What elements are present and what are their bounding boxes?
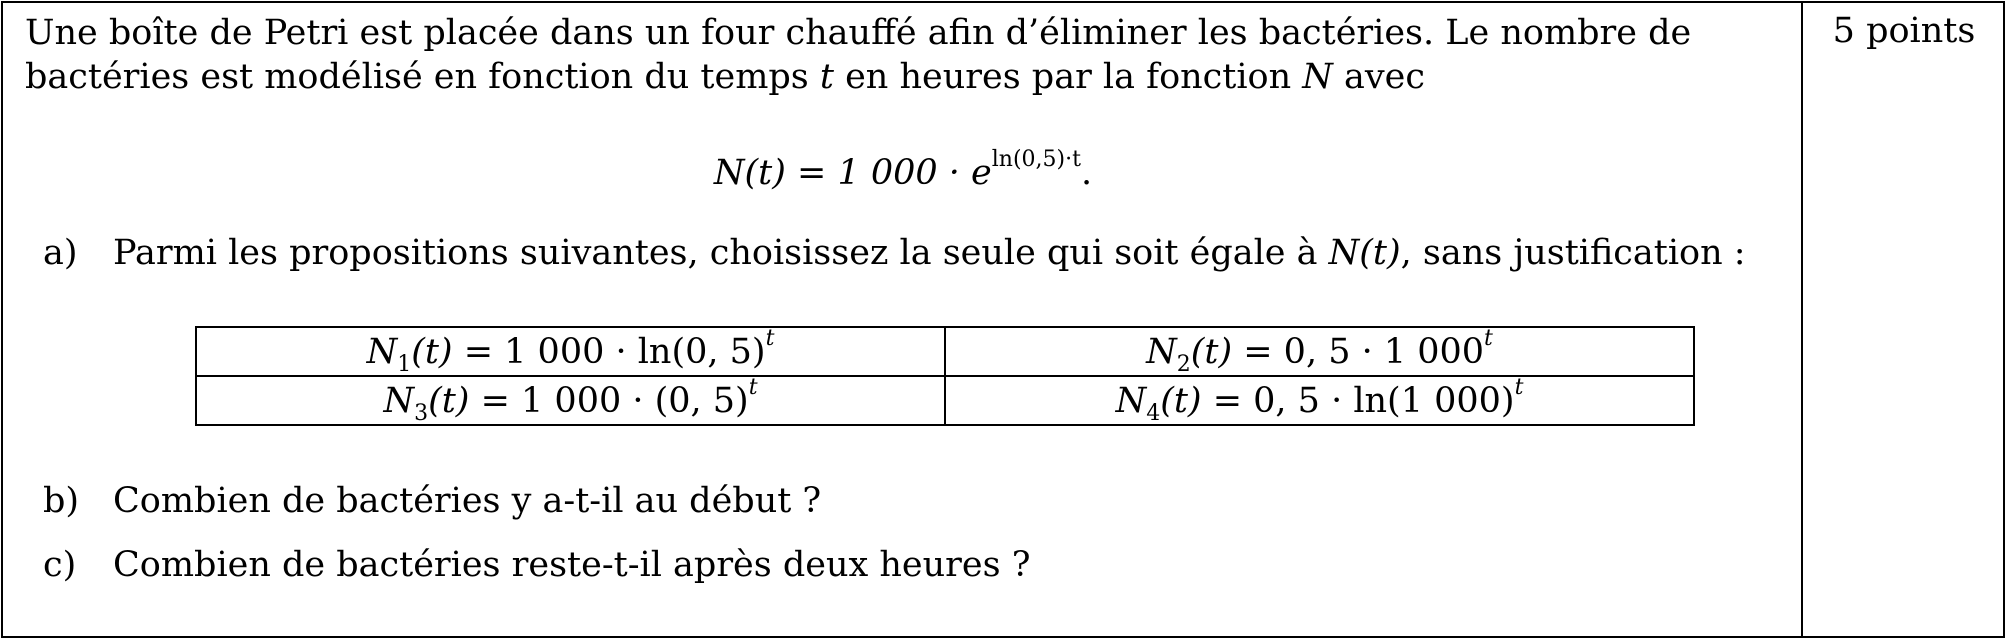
variable-t: t bbox=[819, 57, 834, 97]
choice-n3-name: N bbox=[383, 380, 415, 421]
choice-n1-body: = 1 000 · ln(0, 5) bbox=[452, 331, 766, 372]
intro-text-2: en heures par la fonction bbox=[833, 57, 1303, 97]
exercise-statement bbox=[25, 11, 1785, 99]
choice-n4 bbox=[945, 376, 1694, 425]
choices-row-1 bbox=[196, 327, 1694, 376]
question-c-label: c) bbox=[43, 545, 77, 585]
choice-n1-exp: t bbox=[765, 325, 775, 351]
choice-n3 bbox=[196, 376, 945, 425]
formula-exponent: ln(0,5)·t bbox=[991, 147, 1081, 172]
formula-end: . bbox=[1080, 153, 1093, 193]
choice-n1-index: 1 bbox=[397, 351, 412, 377]
choice-n3-arg: (t) bbox=[428, 380, 470, 421]
variable-n: N bbox=[1302, 57, 1333, 97]
choices-table bbox=[195, 326, 1695, 426]
question-a-label: a) bbox=[43, 233, 78, 273]
choice-n2-name: N bbox=[1146, 331, 1177, 372]
choice-n4-arg: (t) bbox=[1160, 380, 1202, 421]
choice-n1 bbox=[196, 327, 945, 376]
main-formula bbox=[3, 147, 1803, 195]
formula-lhs: N(t) = 1 000 · e bbox=[713, 153, 992, 193]
question-b-label: b) bbox=[43, 481, 80, 521]
choice-n4-body: = 0, 5 · ln(1 000) bbox=[1201, 380, 1515, 421]
question-a bbox=[43, 231, 1746, 275]
choice-n3-index: 3 bbox=[414, 400, 429, 426]
choice-n2-index: 2 bbox=[1176, 351, 1191, 377]
question-b bbox=[43, 479, 821, 523]
intro-text-1: bactéries est modélisé en fonction du temps bbox=[25, 57, 820, 97]
question-c-text: Combien de bactéries reste-t-il après deux heures ? bbox=[113, 545, 1031, 585]
column-divider bbox=[1801, 3, 1803, 636]
question-a-var: N(t) bbox=[1328, 233, 1401, 273]
choice-n2 bbox=[945, 327, 1694, 376]
question-a-text-2: , sans justification : bbox=[1400, 233, 1746, 273]
choice-n1-arg: (t) bbox=[411, 331, 453, 372]
choice-n4-name: N bbox=[1115, 380, 1147, 421]
choice-n4-index: 4 bbox=[1146, 400, 1161, 426]
exercise-frame bbox=[1, 1, 2005, 638]
choice-n3-body: = 1 000 · (0, 5) bbox=[469, 380, 749, 421]
question-b-text: Combien de bactéries y a-t-il au début ? bbox=[113, 481, 822, 521]
intro-line-2 bbox=[25, 55, 1785, 99]
question-a-text-1: Parmi les propositions suivantes, choisissez la seule qui soit égale à bbox=[113, 233, 1329, 273]
question-c bbox=[43, 543, 1030, 587]
choice-n2-exp: t bbox=[1484, 325, 1493, 351]
points-label: 5 points bbox=[1832, 11, 1976, 51]
choice-n3-exp: t bbox=[748, 374, 758, 400]
choice-n2-arg: (t) bbox=[1190, 331, 1233, 372]
intro-line-1: Une boîte de Petri est placée dans un four chauffé afin d’éliminer les bactéries. Le nombre de bbox=[25, 13, 1692, 53]
choice-n1-name: N bbox=[366, 331, 398, 372]
choices-row-2 bbox=[196, 376, 1694, 425]
choice-n4-exp: t bbox=[1514, 374, 1524, 400]
intro-text-3: avec bbox=[1332, 57, 1426, 97]
choice-n2-body: = 0, 5 · 1 000 bbox=[1232, 331, 1485, 372]
